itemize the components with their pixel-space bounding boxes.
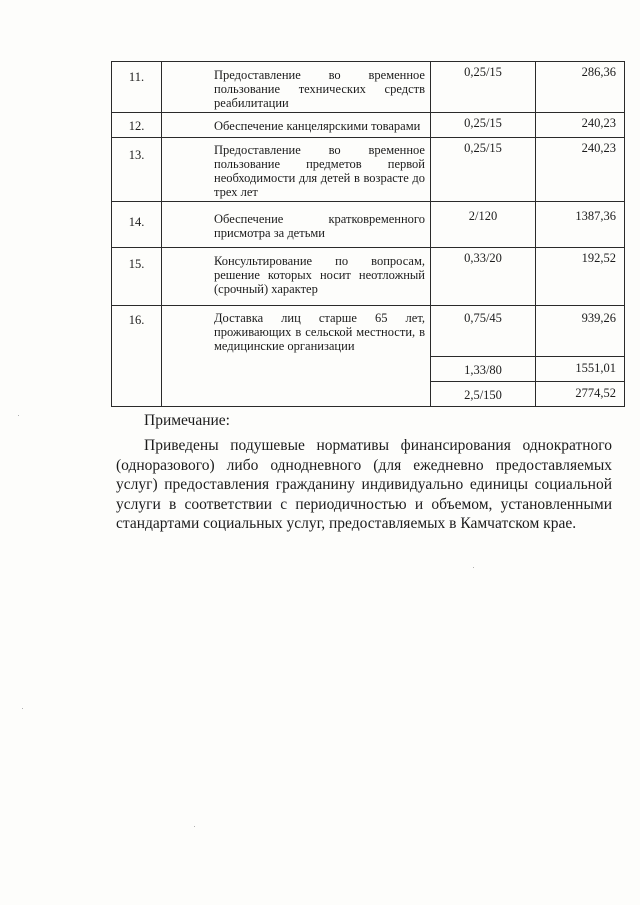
service-description: Предоставление во временное пользование технических средств реабилитации xyxy=(162,62,431,113)
note-text: Приведены подушевые нормативы финансирования однократного (одноразового) либо однодневного (для ежедневно предоставляемых услуг) предоставления гражданину индивидуально единицы социальной услуги в соответствии с периодичностью и объемом, установленными стандартами социальных услуг, предоставляемых в Камчатском крае. xyxy=(116,437,612,532)
cost-value: 192,52 xyxy=(536,248,625,306)
norm-value: 0,25/15 xyxy=(431,138,536,202)
table-row xyxy=(112,113,625,138)
cost-value: 939,26 xyxy=(536,306,625,357)
norm-value: 0,75/45 xyxy=(431,306,536,357)
norm-value: 1,33/80 xyxy=(431,357,536,382)
cost-value: 240,23 xyxy=(536,138,625,202)
norm-value: 0,33/20 xyxy=(431,248,536,306)
row-number: 13. xyxy=(112,138,162,202)
cost-value: 1387,36 xyxy=(536,202,625,248)
service-description: Предоставление во временное пользование предметов первой необходимости для детей в возрасте до трех лет xyxy=(162,138,431,202)
table-row xyxy=(112,306,625,357)
service-description: Консультирование по вопросам, решение которых носит неотложный (срочный) характер xyxy=(162,248,431,306)
table-row xyxy=(112,202,625,248)
row-number: 15. xyxy=(112,248,162,306)
norm-value: 0,25/15 xyxy=(431,62,536,113)
row-number: 12. xyxy=(112,113,162,138)
service-description: Обеспечение кратковременного присмотра за детьми xyxy=(162,202,431,248)
cost-value: 1551,01 xyxy=(536,357,625,382)
table-row xyxy=(112,62,625,113)
norm-value: 2/120 xyxy=(431,202,536,248)
scan-speck xyxy=(22,708,23,709)
scan-speck xyxy=(473,567,474,568)
tariff-table xyxy=(111,61,625,407)
cost-value: 286,36 xyxy=(536,62,625,113)
row-number: 14. xyxy=(112,202,162,248)
cost-value: 240,23 xyxy=(536,113,625,138)
scan-speck xyxy=(194,826,195,827)
table-row xyxy=(112,248,625,306)
norm-value: 2,5/150 xyxy=(431,382,536,407)
service-description: Обеспечение канцелярскими товарами xyxy=(162,113,431,138)
row-number: 16. xyxy=(112,306,162,407)
scan-speck xyxy=(18,415,19,416)
row-number: 11. xyxy=(112,62,162,113)
note-title: Примечание: xyxy=(144,412,230,429)
service-description: Доставка лиц старше 65 лет, проживающих в сельской местности, в медицинские организации xyxy=(162,306,431,407)
cost-value: 2774,52 xyxy=(536,382,625,407)
norm-value: 0,25/15 xyxy=(431,113,536,138)
table-row xyxy=(112,138,625,202)
